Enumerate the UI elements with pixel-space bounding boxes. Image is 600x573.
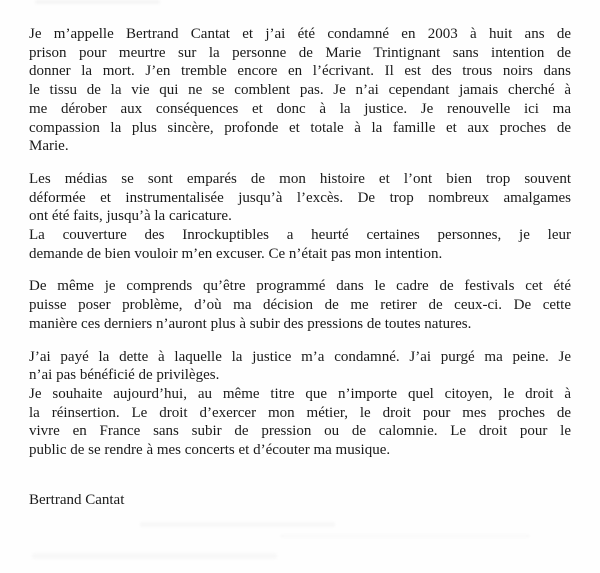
text-line: me dérober aux conséquences et donc à la justice. Je renouvelle ici ma: [29, 100, 571, 117]
scan-artifact-top: [35, 0, 160, 4]
text-line: J’ai payé la dette à laquelle la justice m’a condamné. J’ai purgé ma peine. Je: [29, 348, 571, 365]
text-line: demande de bien vouloir m’en excuser. Ce n’était pas mon intention.: [29, 245, 443, 262]
text-line: donner la mort. J’en tremble encore en l’écrivant. Il est des trous noirs dans: [29, 63, 571, 80]
text-line: Les médias se sont emparés de mon histoire et l’ont bien trop souvent: [29, 170, 571, 187]
statement-body: [29, 25, 571, 460]
text-line: prison pour meurtre sur la personne de Marie Trintignant sans intention de: [29, 44, 571, 61]
scan-artifact-bottom-1: [140, 522, 335, 527]
text-line: manière ces derniers n’auront plus à subir des pressions de toutes natures.: [29, 315, 472, 332]
text-line: le tissu de la vie qui ne se comblent pas. Je n’ai cependant jamais cherché à: [29, 82, 571, 99]
statement-text: [29, 25, 571, 509]
text-line: Marie.: [29, 138, 69, 155]
text-line: De même je comprends qu’être programmé dans le cadre de festivals cet été: [29, 278, 571, 295]
paragraph-block: [29, 348, 571, 385]
text-line: la réinsertion. Le droit d’exercer mon métier, le droit pour mes proches de: [29, 404, 571, 421]
text-line: puisse poser problème, d’où ma décision de me retirer de ceux-ci. De cette: [29, 297, 571, 314]
paragraph-block: [29, 385, 571, 460]
text-line: déformée et instrumentalisée jusqu’à l’excès. De trop nombreux amalgames: [29, 189, 571, 206]
text-line: compassion la plus sincère, profonde et totale à la famille et aux proches de: [29, 119, 571, 136]
text-line: Je m’appelle Bertrand Cantat et j’ai été condamné en 2003 à huit ans de: [29, 26, 571, 42]
paragraph-block: [29, 226, 571, 263]
text-line: vivre en France sans subir de pression ou de calomnie. Le droit pour le: [29, 423, 571, 440]
text-line: La couverture des Inrockuptibles a heurté certaines personnes, je leur: [29, 227, 571, 244]
paragraph-block: [29, 170, 571, 226]
signature: Bertrand Cantat: [29, 491, 125, 508]
paragraph-block: [29, 25, 571, 156]
paragraph-block: [29, 277, 571, 333]
text-line: ont été faits, jusqu’à la caricature.: [29, 208, 232, 225]
scan-artifact-bottom-2: [280, 534, 530, 538]
text-line: n’ai pas bénéficié de privilèges.: [29, 367, 220, 384]
text-line: Je souhaite aujourd’hui, au même titre que n’importe quel citoyen, le droit à: [29, 385, 571, 402]
scan-artifact-bottom-3: [32, 553, 277, 559]
text-line: public de se rendre à mes concerts et d’écouter ma musique.: [29, 442, 391, 459]
